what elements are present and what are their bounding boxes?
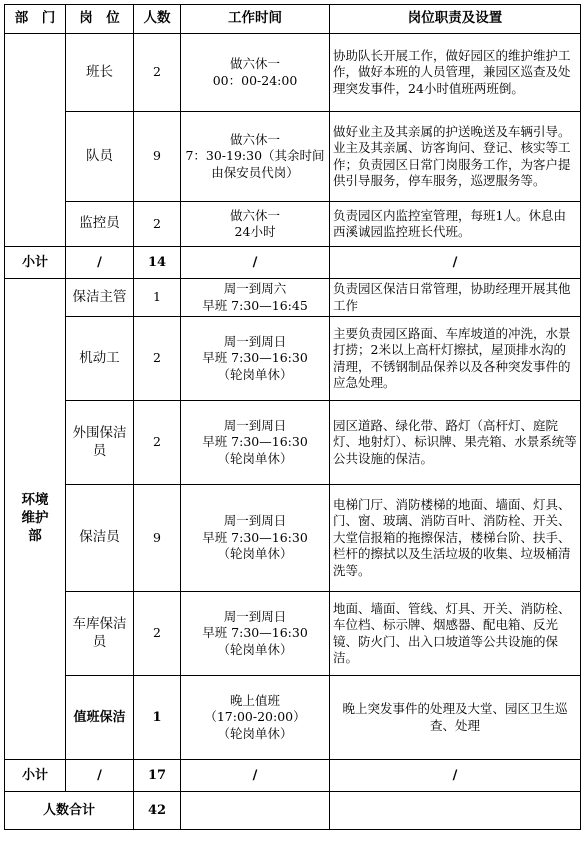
- position-cell: 保洁员: [66, 485, 134, 592]
- duties-cell: 负责园区内监控室管理，每班1人。休息由西溪诚园监控班长代班。: [330, 202, 581, 247]
- position-cell: 队员: [66, 112, 134, 202]
- header-department: 部 门: [5, 5, 66, 34]
- time-line: （轮岗单休）: [217, 641, 293, 657]
- total-headcount: 42: [134, 792, 181, 830]
- subtotal-duties: /: [330, 247, 581, 279]
- subtotal-position: /: [66, 247, 134, 279]
- time-line: 早班 7:30—16:30: [202, 434, 308, 450]
- time-cell: [181, 317, 330, 401]
- position-cell: 班长: [66, 34, 134, 112]
- table-row: [5, 279, 581, 317]
- position-cell: 值班保洁: [66, 676, 134, 760]
- headcount-cell: 2: [134, 592, 181, 676]
- time-line: 周一到周日: [223, 417, 287, 433]
- table-row: [5, 485, 581, 592]
- headcount-cell: 2: [134, 34, 181, 112]
- duties-cell: 电梯门厅、消防楼梯的地面、墙面、灯具、门、窗、玻璃、消防百叶、消防栓、开关、大堂信报箱的拖擦保洁，楼梯台阶、扶手、栏杆的擦拭以及生活垃圾的收集、垃圾桶清洗等。: [330, 485, 581, 592]
- position-cell: 车库保洁员: [66, 592, 134, 676]
- time-line: （轮岗单休）: [217, 366, 293, 382]
- time-line: 早班 7:30—16:30: [202, 350, 308, 366]
- time-cell: [181, 401, 330, 485]
- position-cell: 机动工: [66, 317, 134, 401]
- subtotal-position: /: [66, 760, 134, 792]
- header-duties: 岗位职责及设置: [330, 5, 581, 34]
- total-label: 人数合计: [5, 792, 134, 830]
- subtotal-row: [5, 247, 581, 279]
- headcount-cell: 9: [134, 112, 181, 202]
- header-work-time: 工作时间: [181, 5, 330, 34]
- total-duties: [330, 792, 581, 830]
- duties-cell: 晚上突发事件的处理及大堂、园区卫生巡查、处理: [330, 676, 581, 760]
- headcount-cell: 2: [134, 401, 181, 485]
- time-line: 做六休一: [229, 131, 280, 147]
- time-line: 早班 7:30—16:30: [202, 529, 308, 545]
- time-cell: [181, 676, 330, 760]
- duties-cell: 园区道路、绿化带、路灯（高杆灯、庭院灯、地射灯）、标识牌、果壳箱、水景系统等公共设施的保洁。: [330, 401, 581, 485]
- subtotal-headcount: 17: [134, 760, 181, 792]
- time-line: （17:00-20:00）: [204, 709, 306, 725]
- time-cell: [181, 202, 330, 247]
- total-row: [5, 792, 581, 830]
- headcount-cell: 1: [134, 676, 181, 760]
- security-department-cell: [5, 34, 66, 247]
- position-cell: 监控员: [66, 202, 134, 247]
- time-line: 24小时: [234, 224, 276, 239]
- time-line: 周一到周六: [223, 281, 287, 296]
- table-row: [5, 592, 581, 676]
- subtotal-time: /: [181, 760, 330, 792]
- subtotal-row: [5, 760, 581, 792]
- time-line: 做六休一: [229, 56, 280, 71]
- time-line: 周一到周日: [223, 513, 287, 529]
- time-cell: [181, 279, 330, 317]
- subtotal-time: /: [181, 247, 330, 279]
- time-line: 做六休一: [229, 207, 280, 223]
- header-position: 岗 位: [66, 5, 134, 34]
- time-line: 周一到周日: [223, 608, 287, 624]
- headcount-cell: 1: [134, 279, 181, 317]
- time-line: 7：30-19:30（其余时间由保安员代岗）: [185, 148, 325, 180]
- time-line: （轮岗单休）: [217, 725, 293, 741]
- table-row: [5, 202, 581, 247]
- subtotal-duties: /: [330, 760, 581, 792]
- time-line: 00：00-24:00: [212, 72, 298, 88]
- duties-cell: 主要负责园区路面、车库坡道的冲洗，水景打捞；2米以上高杆灯擦拭，屋顶排水沟的清理，不锈钢制品保养以及各种突发事件的应急处理。: [330, 317, 581, 401]
- staffing-table: [4, 4, 581, 830]
- position-cell: 外围保洁员: [66, 401, 134, 485]
- duties-cell: 做好业主及其亲属的护送晚送及车辆引导。业主及其亲属、访客询问、登记、核实等工作；负责园区日常门岗服务工作，为客户提供引导服务，停车服务，巡逻服务等。: [330, 112, 581, 202]
- duties-cell: 负责园区保洁日常管理，协助经理开展其他工作: [330, 279, 581, 317]
- table-row: [5, 34, 581, 112]
- time-cell: [181, 485, 330, 592]
- time-cell: [181, 112, 330, 202]
- table-row: [5, 112, 581, 202]
- header-headcount: 人数: [134, 5, 181, 34]
- headcount-cell: 2: [134, 317, 181, 401]
- header-row: [5, 5, 581, 34]
- department-cell: [5, 279, 66, 760]
- time-line: 周一到周日: [223, 333, 287, 349]
- table-row: [5, 401, 581, 485]
- time-line: 晚上值班: [229, 692, 280, 708]
- table-row: [5, 676, 581, 760]
- time-line: （轮岗单休）: [217, 450, 293, 466]
- time-line: 早班 7:30—16:45: [202, 297, 308, 313]
- duties-cell: 协助队长开展工作，做好园区的维护维护工作，做好本班的人员管理，兼园区巡查及处理突发事件，24小时值班两班倒。: [330, 34, 581, 112]
- position-cell: 保洁主管: [66, 279, 134, 317]
- duties-cell: 地面、墙面、管线、灯具、开关、消防栓、车位档、标示牌、烟感器、配电箱、反光镜、防火门、出入口坡道等公共设施的保洁。: [330, 592, 581, 676]
- time-line: （轮岗单休）: [217, 546, 293, 562]
- time-cell: [181, 34, 330, 112]
- headcount-cell: 2: [134, 202, 181, 247]
- time-cell: [181, 592, 330, 676]
- subtotal-label: 小计: [5, 760, 66, 792]
- headcount-cell: 9: [134, 485, 181, 592]
- table-row: [5, 317, 581, 401]
- subtotal-headcount: 14: [134, 247, 181, 279]
- subtotal-label: 小计: [5, 247, 66, 279]
- time-line: 早班 7:30—16:30: [202, 625, 308, 641]
- total-time: [181, 792, 330, 830]
- department-name: 环境维护部: [21, 492, 49, 544]
